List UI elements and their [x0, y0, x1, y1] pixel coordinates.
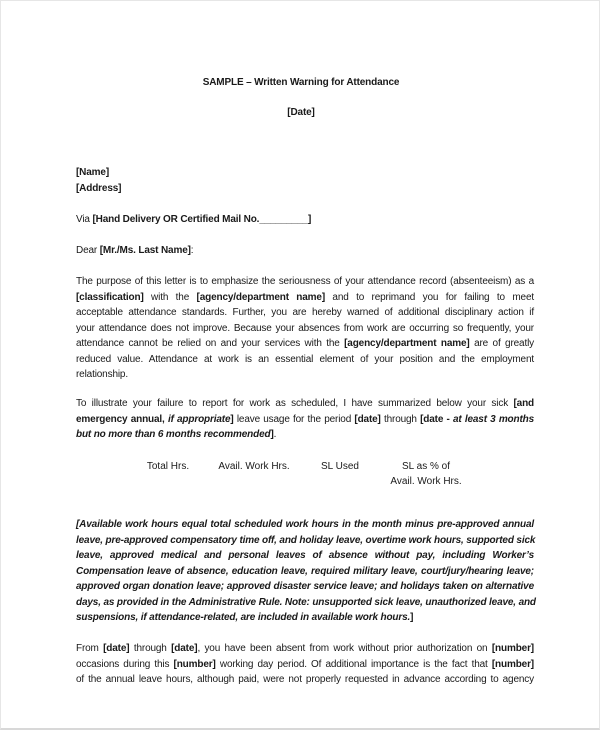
placeholder-text: [classification]: [76, 291, 144, 303]
document-title: SAMPLE – Written Warning for Attendance: [202, 77, 400, 88]
delivery-method-line: [76, 213, 311, 227]
body-text: through: [380, 413, 421, 425]
placeholder-text: [Available work hours equal total scheduled work hours in the month minus pre-approved annual: [76, 519, 534, 530]
text-line: [76, 642, 534, 658]
body-text: .: [273, 429, 277, 441]
placeholder-text: [date]: [103, 643, 130, 654]
text-line: [76, 565, 534, 581]
header-total-hrs: Total Hrs.: [146, 461, 190, 472]
placeholder-text: days, as provided in the Administrative Rule. Note: unsupported sick leave, unauthorized leave, and: [76, 596, 536, 608]
placeholder-text: leave, pre-approved compensatory time off, and holiday leave, overtime work hours, supported sick: [76, 534, 536, 546]
text-line: [76, 368, 534, 384]
salutation-prefix: Dear: [76, 245, 100, 256]
placeholder-text: emergency annual,: [76, 413, 168, 425]
text-line: [76, 322, 534, 338]
body-text: your attendance does not improve. Because your absences from work are occurring so frequently, your: [76, 322, 534, 334]
text-line: [76, 291, 534, 307]
placeholder-text: [number]: [173, 658, 216, 670]
placeholder-text: [number]: [491, 643, 534, 654]
via-label: Via: [76, 214, 93, 225]
body-text: and to reprimand you for failing to meet: [325, 291, 534, 303]
body-text: To illustrate your failure to report for work as scheduled, I have summarized below your sick: [76, 398, 514, 409]
placeholder-text: ]: [270, 429, 274, 441]
placeholder-text: suspensions, if attendance-related, are included in available work hours.: [76, 612, 411, 624]
paragraph-available-hours-note: [76, 518, 534, 627]
text-line: [76, 549, 534, 565]
placeholder-text: leave, approved medical and personal leaves of absence without pay, including Worker’s: [76, 550, 534, 562]
body-text: are of greatly: [469, 338, 535, 350]
text-line: [76, 518, 534, 534]
body-text: occasions during this: [76, 658, 174, 670]
paragraph-summary: [76, 397, 534, 444]
text-line: [76, 275, 534, 291]
body-text: attendance cannot be relied on and your services with the: [76, 338, 345, 350]
placeholder-text: [agency/department name]: [344, 338, 470, 350]
text-line: [76, 673, 534, 689]
text-line: [76, 397, 534, 413]
placeholder-text: but no more than 6 months recommended: [76, 429, 271, 441]
delivery-method-close: ]: [308, 214, 312, 225]
text-line: [76, 337, 534, 353]
text-line: [76, 428, 534, 444]
placeholder-text: [number]: [491, 658, 534, 670]
salutation-name: [Mr./Ms. Last Name]: [99, 245, 191, 256]
header-sl-used: SL Used: [321, 461, 359, 472]
placeholder-text: at least 3 months: [452, 413, 535, 425]
text-line: [76, 413, 534, 429]
body-text: acceptable attendance standards. Further, you are hereby warned of additional disciplinary action if: [76, 307, 534, 319]
body-text: leave usage for the period: [233, 413, 355, 425]
header-sl-percent-line2: Avail. Work Hrs.: [390, 476, 462, 487]
delivery-method: [Hand Delivery OR Certified Mail No.: [92, 214, 260, 225]
header-sl-percent: SL as % of: [402, 461, 450, 472]
text-line: [76, 658, 534, 674]
placeholder-text: if appropriate: [167, 413, 231, 425]
body-text: From: [76, 643, 104, 654]
name-placeholder: [Name]: [76, 167, 109, 178]
text-line: [76, 353, 534, 369]
text-line: [76, 611, 534, 627]
salutation-suffix: :: [190, 245, 194, 256]
paragraph-purpose: [76, 275, 534, 384]
placeholder-text: [agency/department name]: [196, 291, 325, 303]
text-line: [76, 306, 534, 322]
body-text: through: [129, 643, 172, 654]
body-text: of the annual leave hours, although paid, were not properly requested in advance according to agency: [76, 674, 534, 686]
placeholder-text: Compensation leave of absence, education leave, required military leave, court/jury/hearing leave;: [76, 565, 534, 577]
text-line: [76, 534, 534, 550]
body-text: working day period. Of additional importance is the fact that: [215, 658, 492, 670]
body-text: , you have been absent from work without prior authorization on: [197, 643, 492, 654]
placeholder-text: [date]: [354, 413, 381, 425]
placeholder-text: approved organ donation leave; approved disaster service leave; and holidays taken on alternative: [76, 581, 534, 593]
body-text: reduced value. Attendance at work is an essential element of your position and the employment: [76, 353, 534, 365]
address-placeholder: [Address]: [76, 183, 122, 194]
header-avail-work-hrs: Avail. Work Hrs.: [218, 461, 290, 472]
paragraph-absences: [76, 642, 534, 689]
placeholder-text: ]: [410, 612, 414, 624]
body-text: The purpose of this letter is to emphasize the seriousness of your attendance record (absenteeism) as a: [76, 276, 534, 287]
placeholder-text: [and: [513, 398, 534, 409]
placeholder-text: [date]: [171, 643, 198, 654]
text-line: [76, 580, 534, 596]
body-text: with the: [143, 291, 197, 303]
salutation: [76, 244, 193, 258]
mail-number-blank: _________: [259, 214, 309, 225]
body-text: relationship.: [76, 369, 128, 381]
placeholder-text: [date -: [420, 413, 453, 425]
text-line: [76, 596, 534, 612]
placeholder-text: ]: [230, 413, 234, 425]
date-placeholder: [Date]: [287, 107, 315, 118]
